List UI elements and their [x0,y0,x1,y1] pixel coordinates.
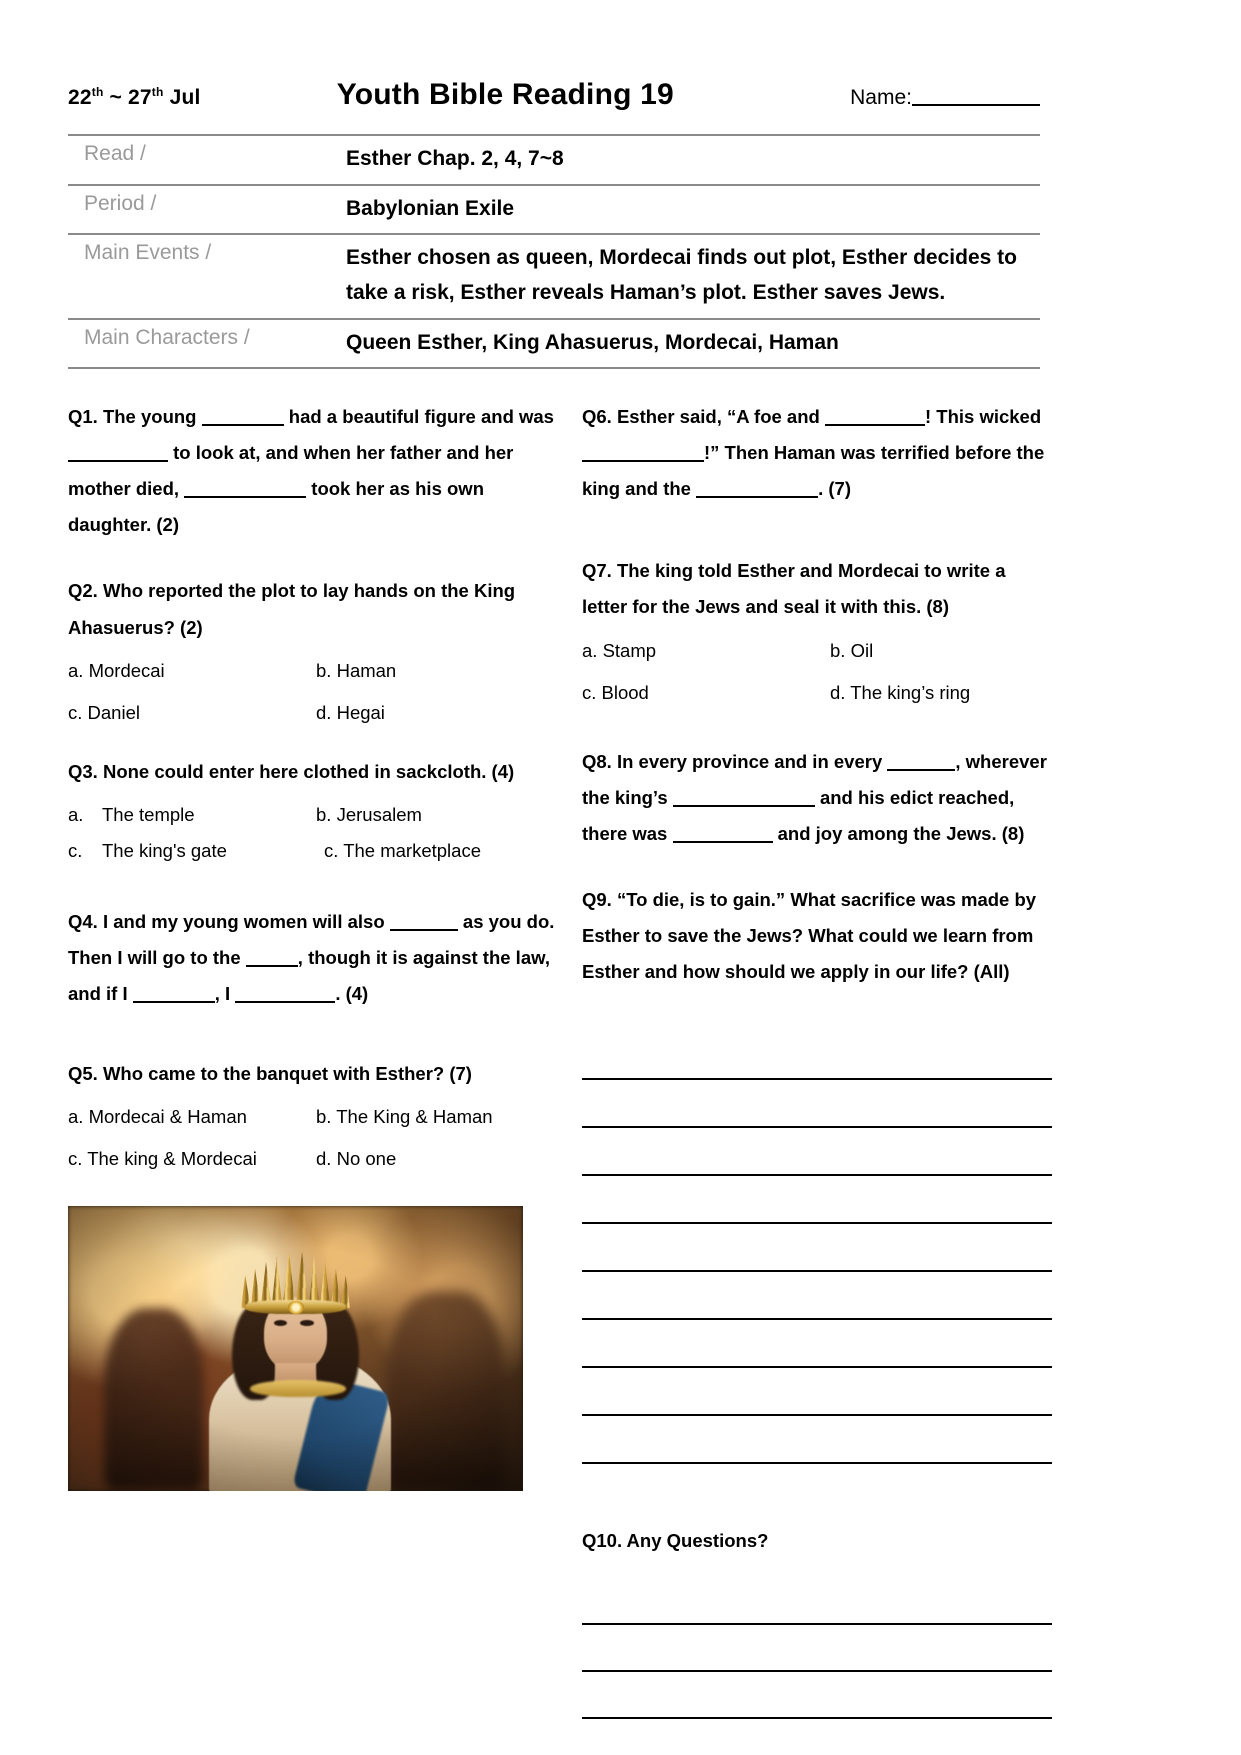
table-row [68,234,1040,318]
summary-label-main-characters: Main Characters / [68,319,346,369]
question-q9 [582,882,1052,1464]
option-q3-c[interactable] [68,840,316,862]
question-q3 [68,754,560,862]
question-q10-answer-lines[interactable] [582,1578,1052,1719]
q1-part-2: had a beautiful figure and was [283,406,554,428]
page-title: Youth Bible Reading 19 [336,78,674,111]
q4-part-2: as you do. Then I will go to the [68,910,555,968]
q6-blank-3[interactable] [696,496,818,498]
option-q3-b[interactable] [316,804,560,826]
option-row [68,1148,560,1170]
answer-line[interactable] [582,1672,1052,1719]
q1-blank-2[interactable] [68,460,168,462]
option-q2-a-text: Mordecai [88,659,165,681]
option-q3-d-text: The marketplace [343,839,481,861]
question-q2-options [68,660,560,724]
illustration-vignette [68,1206,523,1491]
q4-blank-4[interactable] [235,1001,335,1003]
question-q3-options [68,804,560,862]
option-q5-a-text: Mordecai & Haman [88,1105,247,1127]
option-q5-b-text: The King & Haman [336,1105,493,1127]
option-q3-b-text: Jerusalem [336,803,422,825]
option-q7-c[interactable] [582,682,830,704]
question-q7-text: Q7. The king told Esther and Mordecai to write a letter for the Jews and seal it with this. (8) [582,560,1006,618]
option-q5-d[interactable] [316,1148,560,1170]
table-row [68,185,1040,235]
date-range-end-ordinal: th [151,85,164,99]
option-q7-d[interactable] [830,682,1052,704]
q8-part-4: and joy among the Jews. (8) [772,822,1025,844]
q6-part-4: . (7) [818,478,851,500]
question-q9-spacer [582,990,1052,1012]
q6-blank-2[interactable] [582,460,704,462]
summary-value-period: Babylonian Exile [346,185,1040,235]
question-q6-text [582,399,1052,507]
q4-blank-2[interactable] [246,965,298,967]
answer-line[interactable] [582,1320,1052,1368]
option-q5-c-text: The king & Mordecai [87,1147,257,1169]
option-q5-d-text: No one [336,1147,397,1169]
option-q2-d[interactable] [316,702,560,724]
option-row [68,1106,560,1128]
option-row [68,804,560,826]
option-q3-c-label: c. [68,839,83,861]
q1-part-3: to look at, and when her father and her mother died, [68,442,514,500]
name-label: Name: [850,86,912,109]
option-q2-c-text: Daniel [87,701,140,723]
name-field [850,86,1040,110]
question-q7-options [582,640,1052,704]
question-q1 [68,399,560,543]
q6-part-3: !” Then Haman was terrified before the king and the [582,442,1045,500]
question-q3-text: Q3. None could enter here clothed in sackcloth. (4) [68,760,515,782]
option-q7-c-label: c. [582,681,597,703]
option-q2-d-label: d. [316,701,332,723]
option-q7-a[interactable] [582,640,830,662]
option-q3-a-label: a. [68,803,84,825]
option-q3-b-label: b. [316,803,332,825]
q8-blank-3[interactable] [673,841,773,843]
q4-blank-3[interactable] [133,1001,215,1003]
q8-part-1: Q8. In every province and in every [582,750,888,772]
answer-line[interactable] [582,1625,1052,1672]
question-q8 [582,744,1052,852]
option-q2-b-text: Haman [336,659,397,681]
q6-part-2: ! This wicked [924,406,1042,428]
option-row [68,840,560,862]
question-q1-text [68,399,560,543]
option-row [582,640,1052,662]
option-q2-d-text: Hegai [336,701,385,723]
worksheet-content [68,78,1047,1719]
option-q7-a-text: Stamp [602,639,657,661]
q1-part-1: Q1. The young [68,406,202,428]
answer-line[interactable] [582,1080,1052,1128]
date-range-month: Jul [163,86,201,109]
summary-label-period: Period / [68,185,346,235]
q4-part-1: Q4. I and my young women will also [68,910,390,932]
q8-blank-2[interactable] [673,805,815,807]
summary-value-main-characters: Queen Esther, King Ahasuerus, Mordecai, Haman [346,319,1040,369]
option-q5-b[interactable] [316,1106,560,1128]
q6-blank-1[interactable] [825,424,925,426]
option-q3-a-text: The temple [102,803,195,825]
option-q7-a-label: a. [582,639,598,661]
worksheet-header [68,78,1040,130]
option-q2-c-label: c. [68,701,83,723]
option-row [582,682,1052,704]
summary-label-main-events: Main Events / [68,234,346,318]
option-q5-c-label: c. [68,1147,83,1169]
esther-illustration-graphic [68,1206,523,1491]
table-row [68,135,1040,185]
questions-column-left [68,399,560,1719]
date-range-start-ordinal: th [91,85,104,99]
table-row [68,319,1040,369]
questions-column-right [582,399,1052,1719]
option-q2-c[interactable] [68,702,316,724]
q6-part-1: Q6. Esther said, “A foe and [582,406,825,428]
option-q2-b[interactable] [316,660,560,682]
q8-part-3: and his edict reached, there was [582,786,1015,844]
answer-line[interactable] [582,1224,1052,1272]
answer-line[interactable] [582,1272,1052,1320]
q1-blank-1[interactable] [202,424,284,426]
q4-part-4: , I [214,982,236,1004]
q8-blank-1[interactable] [887,769,955,771]
option-row [68,660,560,682]
question-q7 [582,553,1052,703]
option-q3-a[interactable] [68,804,316,826]
option-q5-a-label: a. [68,1105,84,1127]
option-q3-d-label: c. [324,839,339,861]
question-q6 [582,399,1052,507]
option-q7-b-text: Oil [850,639,874,661]
question-q4-text [68,904,560,1012]
name-input-blank[interactable] [912,104,1040,106]
answer-line[interactable] [582,1128,1052,1176]
question-q8-text [582,744,1052,852]
option-row [68,702,560,724]
question-q9-answer-lines[interactable] [582,1032,1052,1464]
q4-part-5: . (4) [335,982,369,1004]
esther-illustration [68,1206,523,1491]
question-q2 [68,573,560,723]
option-q5-a[interactable] [68,1106,316,1128]
date-range-separator: ~ 27 [103,86,152,109]
summary-value-main-events: Esther chosen as queen, Mordecai finds out plot, Esther decides to take a risk, Esther reveals Haman’s plot. Esther saves Jews. [346,234,1040,318]
summary-label-read: Read / [68,135,346,185]
option-q7-c-text: Blood [601,681,649,703]
summary-table [68,134,1040,369]
option-q7-b[interactable] [830,640,1052,662]
question-q5-options [68,1106,560,1170]
question-q10-text: Q10. Any Questions? [582,1529,769,1551]
answer-line[interactable] [582,1416,1052,1464]
question-q10 [582,1530,1052,1719]
answer-line[interactable] [582,1032,1052,1080]
summary-value-read: Esther Chap. 2, 4, 7~8 [346,135,1040,185]
column-gap [560,399,582,1719]
option-q7-d-text: The king’s ring [850,681,971,703]
answer-line[interactable] [582,1368,1052,1416]
question-q4 [68,904,560,1012]
option-q7-b-label: b. [830,639,846,661]
option-q2-a-label: a. [68,659,84,681]
q4-blank-1[interactable] [390,929,458,931]
question-q9-text: Q9. “To die, is to gain.” What sacrifice was made by Esther to save the Jews? What could we learn from Esther and how should we apply in our life? (All) [582,888,1037,982]
question-q5 [68,1056,560,1170]
answer-line[interactable] [582,1176,1052,1224]
option-q5-b-label: b. [316,1105,332,1127]
q1-part-4: took her as his own daughter. (2) [68,478,484,536]
question-q2-text: Q2. Who reported the plot to lay hands on the King Ahasuerus? (2) [68,580,516,638]
question-q5-text: Q5. Who came to the banquet with Esther? (7) [68,1062,472,1084]
option-q7-d-label: d. [830,681,846,703]
option-q2-b-label: b. [316,659,332,681]
option-q2-a[interactable] [68,660,316,682]
option-q5-d-label: d. [316,1147,332,1169]
q1-blank-3[interactable] [184,496,306,498]
answer-line[interactable] [582,1578,1052,1625]
date-range-start-day: 22 [68,86,92,109]
option-q3-d[interactable] [316,840,560,862]
q4-part-3: , though it is against the law, and if I [68,946,550,1004]
questions-area [68,399,1047,1719]
option-q5-c[interactable] [68,1148,316,1170]
q8-part-2: , wherever the king’s [582,750,1047,808]
option-q3-c-text: The king's gate [102,839,227,861]
